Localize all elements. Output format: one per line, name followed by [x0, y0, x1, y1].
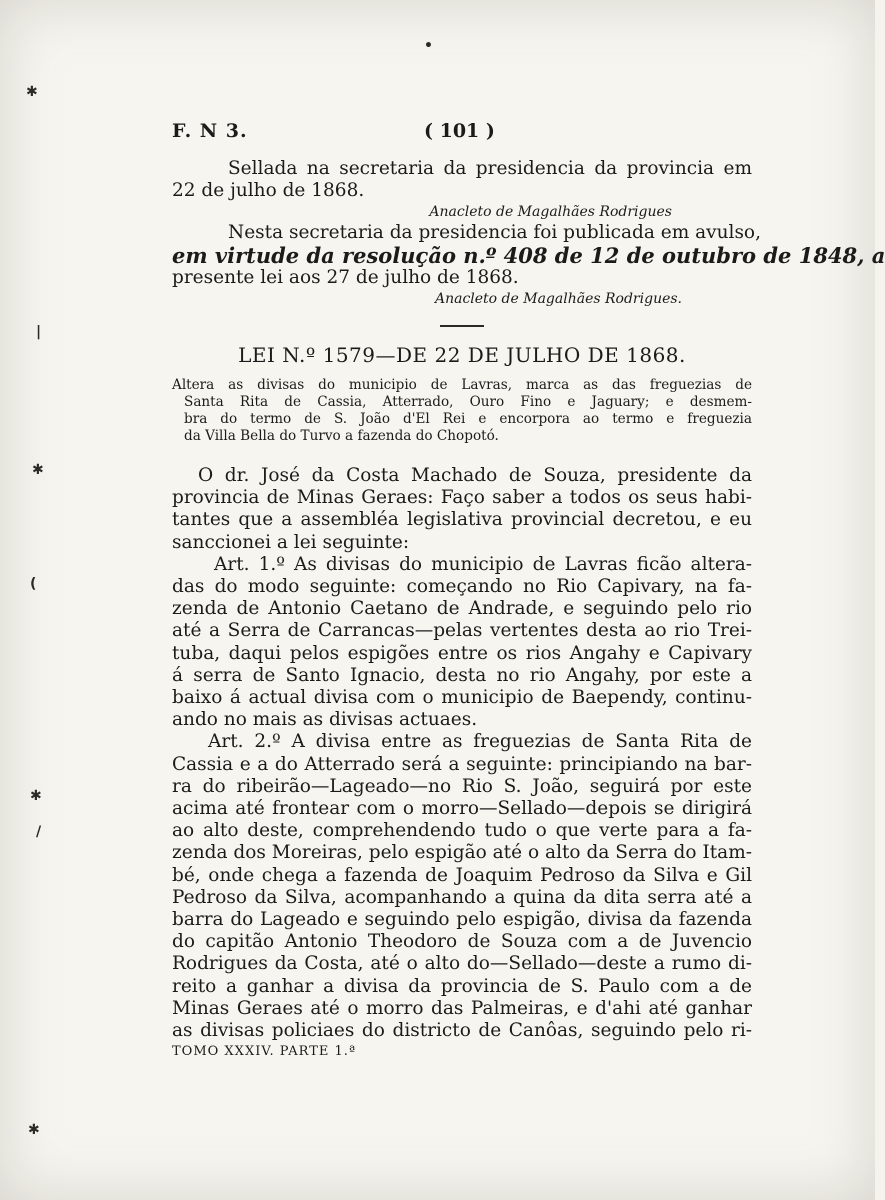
text-line: 22 de julho de 1868.: [172, 180, 365, 202]
margin-mark: /: [36, 824, 42, 840]
text-line: O dr. José da Costa Machado de Souza, presidente da: [198, 465, 752, 487]
text-line: reito a ganhar a divisa da provincia de S. Paulo com a de: [172, 975, 752, 997]
text-line: á serra de Santo Ignacio, desta no rio Angahy, por este a: [172, 664, 752, 686]
text-line-emphasis: em virtude da resolução n.º 408 de 12 de outubro de 1848, a: [172, 242, 885, 268]
text-line: tuba, daqui pelos espigões entre os rios Angahy e Capivary: [172, 642, 752, 664]
intro-paragraph: [172, 158, 752, 202]
text-line: Nesta secretaria da presidencia foi publicada em avulso,: [228, 222, 761, 244]
text-line: acima até frontear com o morro—Sellado—depois se dirigirá: [172, 798, 752, 820]
summary-line: Altera as divisas do municipio de Lavras, marca as das freguezias de: [172, 377, 752, 394]
text-line: Art. 2.º A divisa entre as freguezias de Santa Rita de: [208, 731, 752, 753]
page-header: [172, 120, 752, 144]
text-line: bé, onde chega a fazenda de Joaquim Pedroso da Silva e Gil: [172, 864, 752, 886]
margin-mark: ✱: [32, 462, 44, 478]
text-line: tantes que a assembléa legislativa provincial decretou, e eu: [172, 509, 752, 531]
article-2: [172, 731, 752, 1042]
volume-footer: TOMO XXXIV. PARTE 1.ª: [172, 1044, 357, 1060]
text-line: presente lei aos 27 de julho de 1868.: [172, 266, 519, 288]
summary-line: bra do termo de S. João d'El Rei e encorpora ao termo e freguezia: [184, 411, 752, 428]
signature-anacleto: Anacleto de Magalhães Rodrigues.: [434, 291, 682, 308]
section-divider: [440, 325, 484, 327]
law-summary: [172, 377, 752, 445]
page-body: [172, 158, 885, 1062]
text-line: provincia de Minas Geraes: Faço saber a todos os seus habi-: [172, 487, 752, 509]
text-line: até a Serra de Carrancas—pelas vertentes desta ao rio Trei-: [172, 620, 752, 642]
text-line: Art. 1.º As divisas do municipio de Lavras ficão altera-: [214, 553, 752, 575]
text-line: Cassia e a do Atterrado será a seguinte: principiando na bar-: [172, 753, 752, 775]
text-line: sanccionei a lei seguinte:: [172, 531, 410, 553]
page-number: ( 101 ): [424, 120, 495, 142]
article-1: [172, 554, 752, 732]
margin-mark: ✱: [26, 84, 38, 100]
text-line: ao alto deste, comprehendendo tudo o que verte para a fa-: [172, 820, 752, 842]
ink-dot: •: [424, 38, 433, 54]
summary-line: da Villa Bella do Turvo a fazenda do Chopotó.: [184, 428, 499, 445]
text-line: ra do ribeirão—Lageado—no Rio S. João, seguirá por este: [172, 775, 752, 797]
margin-mark: ✱: [28, 1122, 40, 1138]
text-line: as divisas policiaes do districto de Canôas, seguindo pelo ri-: [172, 1020, 752, 1042]
margin-mark: |: [36, 324, 42, 340]
text-line: das do modo seguinte: começando no Rio Capivary, na fa-: [172, 576, 752, 598]
text-line: ando no mais as divisas actuaes.: [172, 709, 478, 731]
summary-line: Santa Rita de Cassia, Atterrado, Ouro Fino e Jaguary; e desmem-: [184, 394, 752, 411]
printer-signature: F. N 3.: [172, 120, 248, 142]
text-line: zenda de Antonio Caetano de Andrade, e seguindo pelo rio: [172, 598, 752, 620]
margin-mark: (: [30, 576, 37, 592]
text-line: Rodrigues da Costa, até o alto do—Sellado—deste a rumo di-: [172, 953, 752, 975]
preamble-paragraph: [172, 465, 752, 554]
text-line: barra do Lageado e seguindo pelo espigão, divisa da fazenda: [172, 909, 752, 931]
margin-mark: ✱: [30, 788, 42, 804]
signature-anacleto: Anacleto de Magalhães Rodrigues: [429, 204, 672, 221]
publication-paragraph: [172, 222, 885, 289]
text-line: do capitão Antonio Theodoro de Souza com a de Juvencio: [172, 931, 752, 953]
text-line: Minas Geraes até o morro das Palmeiras, e d'ahi até ganhar: [172, 997, 752, 1019]
text-line: zenda dos Moreiras, pelo espigão até o alto da Serra do Itam-: [172, 842, 752, 864]
law-title: LEI N.º 1579—DE 22 DE JULHO DE 1868.: [238, 343, 686, 368]
text-line: baixo á actual divisa com o municipio de Baependy, continu-: [172, 687, 752, 709]
text-line: Sellada na secretaria da presidencia da provincia em: [228, 158, 752, 179]
text-line: Pedroso da Silva, acompanhando a quina da dita serra até a: [172, 886, 752, 908]
